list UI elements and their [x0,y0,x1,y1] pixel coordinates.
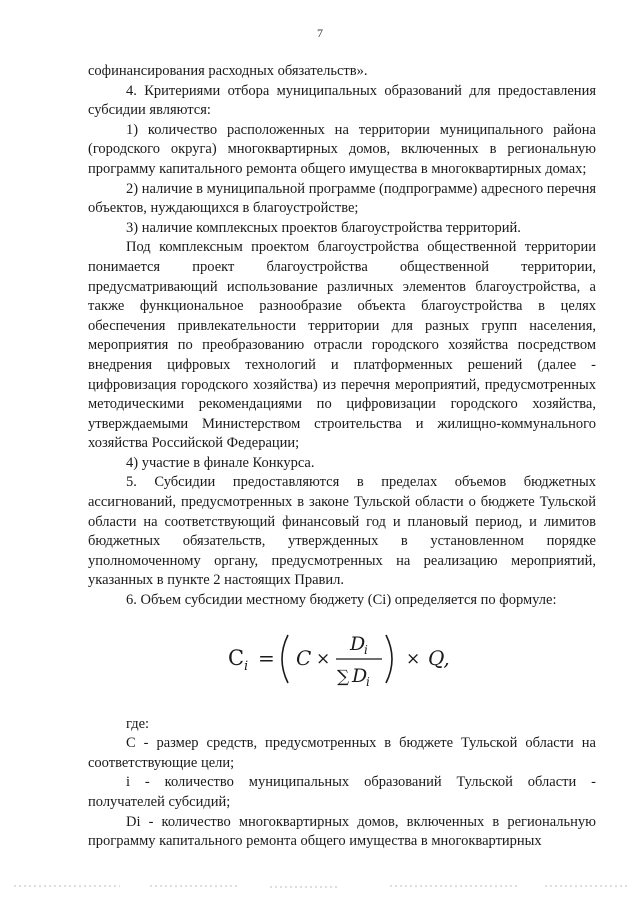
top-paragraph: 5. Субсидии предоставляются в пределах объемов бюджетных ассигнований, предусмотренных в законе Тульской области о бюджете Тульской области на соответствующий финансовый год и плановый период, и лимитов бюджетных обязательств, утвержденных в установленном порядке уполномоченному органу, предусмотренных на реализацию мероприятий, указанных в пункте 2 настоящих Правил. [88,474,596,589]
top-paragraph: Под комплексным проектом благоустройства общественной территории понимается проект благоустройства общественной территории, предусматривающий использование различных элементов благоустройства, а также функциональное разнообразие объекта благоустройства в целях обеспечения привлекательности территории для разных групп населения, мероприятия по преобразованию отрасли городского хозяйства посредством внедрения цифровых технологий и платформенных решений (далее - цифровизация городского хозяйства) из перечня мероприятий, предусмотренных методическими рекомендациями по цифровизации городского хозяйства, утверждаемыми Министерством строительства и жилищно-коммунального хозяйства Российской Федерации; [88,239,596,452]
bottom-paragraph: C - размер средств, предусмотренных в бюджете Тульской области на соответствующие цели; [88,735,596,771]
formula-times-2: × [406,648,421,669]
bottom-paragraph: где: [126,715,150,732]
formula-denominator-sub: i [366,674,370,689]
bottom-paragraph: Di - количество многоквартирных домов, включенных в региональную программу капитального ремонта общего имущества в многоквартирных [88,813,596,850]
formula-lhs: C [228,645,245,670]
formula-sum-sign: ∑ [337,666,350,687]
scan-edge-noise [0,880,640,892]
top-paragraph: 1) количество расположенных на территории муниципального района (городского округа) многоквартирных домов, включенных в региональную программу капитального ремонта общего имущества в многоквартирных домах; [88,121,596,177]
top-paragraph: софинансирования расходных обязательств». [88,63,368,79]
formula-numerator: D [350,632,366,655]
document-body [88,62,596,852]
formula-right-paren [386,635,392,683]
formula-svg [192,621,492,693]
formula-times-1: × [316,648,331,669]
formula-lhs-sub: i [244,658,249,674]
top-paragraph: 3) наличие комплексных проектов благоустройства территорий. [126,219,521,236]
spacer [88,703,596,715]
page-number: 7 [317,26,323,40]
top-paragraph: 4. Критериями отбора муниципальных образований для предоставления субсидии являются: [88,82,596,119]
formula-equals: = [258,645,275,670]
bottom-paragraph: i - количество муниципальных образований Тульской области - получателей субсидий; [88,774,596,810]
formula [88,621,596,693]
formula-left-paren [282,635,288,683]
formula-var-c: C [296,645,312,670]
top-paragraph: 6. Объем субсидии местному бюджету (Ci) определяется по формуле: [126,592,557,609]
paragraphs-top [88,62,596,611]
top-paragraph: 4) участие в финале Конкурса. [126,454,315,471]
paragraphs-bottom [88,715,596,852]
formula-denominator: D [352,664,368,687]
formula-numerator-sub: i [364,642,368,657]
top-paragraph: 2) наличие в муниципальной программе (подпрограмме) адресного перечня объектов, нуждающихся в благоустройстве; [88,180,596,217]
formula-var-q: Q, [428,645,450,670]
